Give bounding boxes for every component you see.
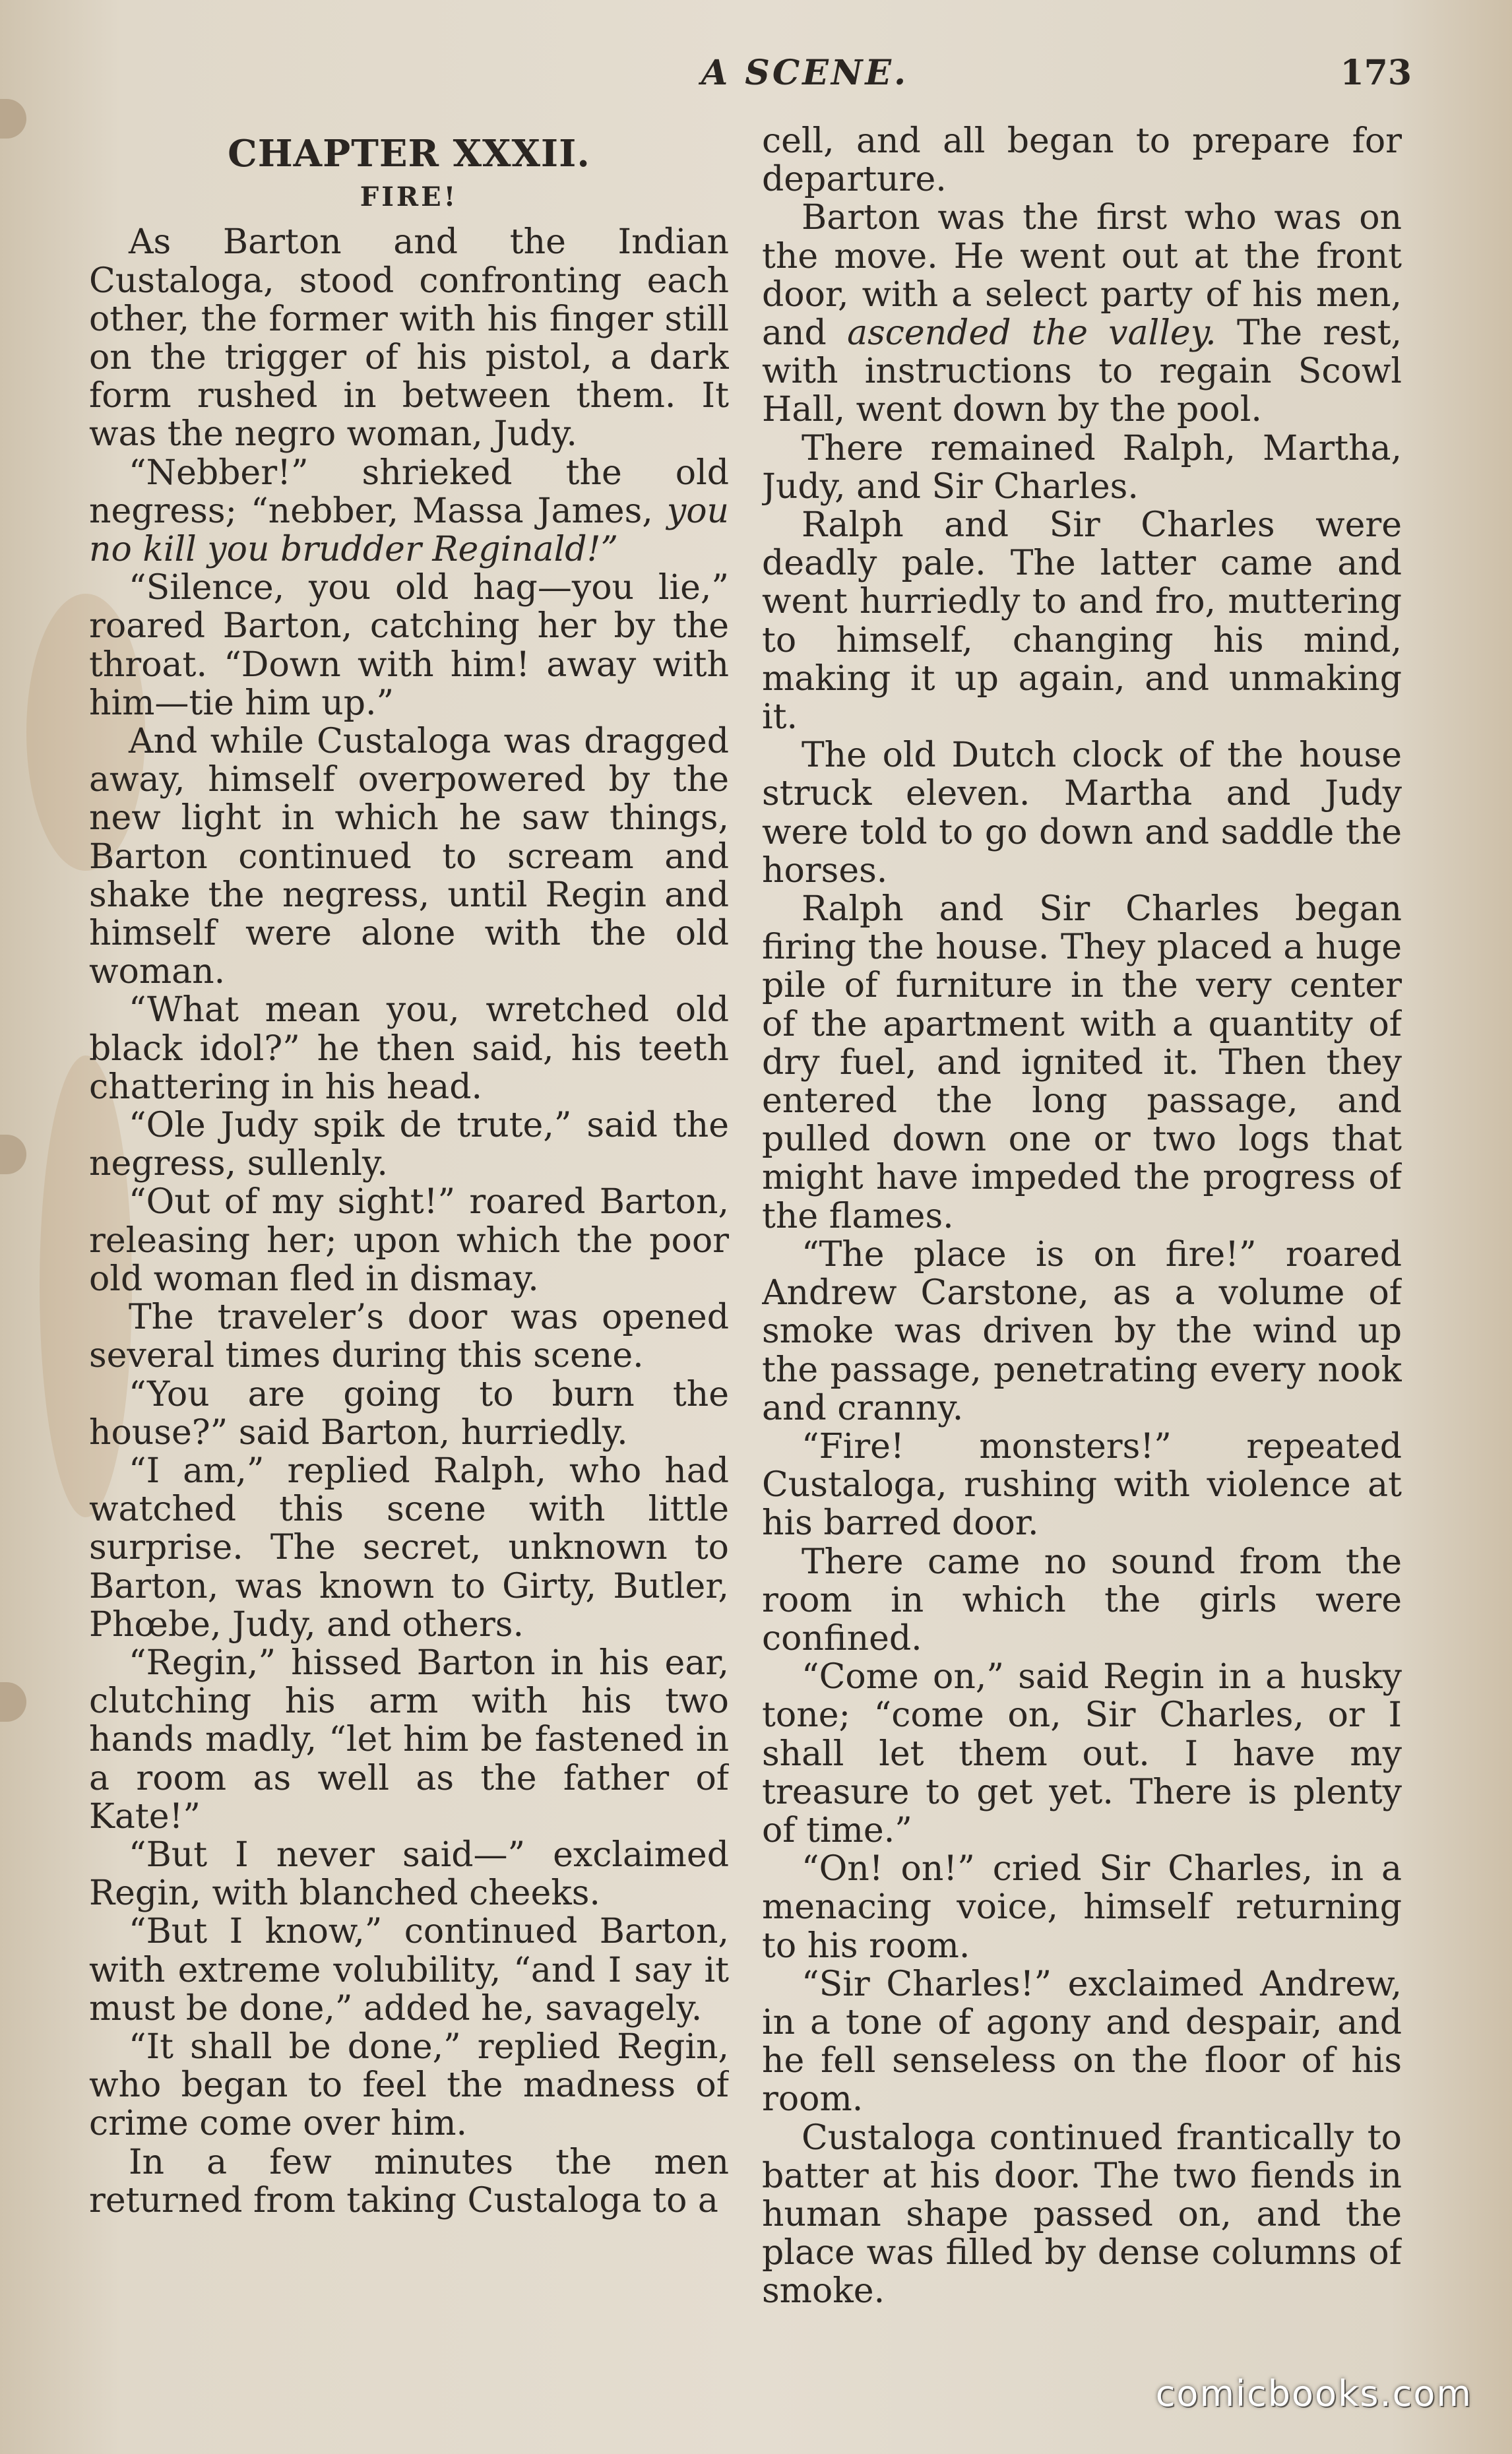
paragraph: Ralph and Sir Charles began firing the house. They placed a huge pile of furniture in the very center of the apartment with a quantity of dry fuel, and ignited it. Then they entered the long passage, and pulled down one or two logs that might have impeded the progress of the flames. [762,889,1402,1236]
paragraph: “It shall be done,” replied Regin, who began to feel the madness of crime come over him. [89,2027,729,2144]
page-hole [0,1682,26,1722]
paragraph: In a few minutes the men returned from taking Custaloga to a [89,2142,729,2220]
paragraph: “But I never said—” exclaimed Regin, with blanched cheeks. [89,1835,729,1914]
paragraph: The old Dutch clock of the house struck eleven. Martha and Judy were told to go down and saddle the horses. [762,736,1402,891]
paragraph: “Regin,” hissed Barton in his ear, clutching his arm with his two hands madly, “let him be fastened in a room as well as the father of Kate!” [89,1643,729,1837]
paragraph: “On! on!” cried Sir Charles, in a menacing voice, himself returning to his room. [762,1849,1402,1966]
running-title: A SCENE. [701,53,909,93]
paragraph: There came no sound from the room in which the girls were confined. [762,1542,1402,1658]
paragraph: The traveler’s door was opened several times during this scene. [89,1298,729,1376]
italic-text: you no kill you brudder Reginald!” [89,491,729,570]
paragraph: “Silence, you old hag—you lie,” roared Barton, catching her by the throat. “Down with him! away with him—tie him up.” [89,568,729,723]
paragraph: “I am,” replied Ralph, who had watched this scene with little surprise. The secret, unknown to Barton, was known to Girty, Butler, Phœbe, Judy, and others. [89,1451,729,1645]
paragraph: “What mean you, wretched old black idol?” he then said, his teeth chattering in his head. [89,990,729,1107]
paragraph: And while Custaloga was dragged away, himself overpowered by the new light in which he saw things, Barton continued to scream and shake the negress, until Regin and himself were alone with the old woman. [89,722,729,992]
paragraph-text: Barton was the first who was on the move. He went out at the front door, with a select party of his men, and [762,198,1402,354]
paragraph: “But I know,” continued Barton, with extreme volubility, “and I say it must be done,” added he, savagely. [89,1912,729,2029]
page-number: 173 [1340,53,1412,93]
page-hole [0,99,26,139]
paragraph: Ralph and Sir Charles were deadly pale. The latter came and went hurriedly to and fro, muttering to himself, changing his mind, making it up again, and unmaking it. [762,505,1402,738]
paragraph: There remained Ralph, Martha, Judy, and Sir Charles. [762,428,1402,507]
paragraph: “The place is on fire!” roared Andrew Carstone, as a volume of smoke was driven by the wind up the passage, penetrating every nook and cranny. [762,1234,1402,1428]
paragraph-text: “Nebber!” shrieked the old negress; “nebber, Massa James, [89,453,729,531]
running-header [92,53,1412,106]
paragraph: cell, and all began to prepare for departure. [762,122,1402,200]
right-column [762,122,1402,2352]
paragraph: “You are going to burn the house?” said Barton, hurriedly. [89,1374,729,1453]
paragraph-text: The rest, with instructions to regain Scowl Hall, went down by the pool. [762,313,1402,430]
page-hole [0,1135,26,1174]
paragraph: “Come on,” said Regin in a husky tone; “come on, Sir Charles, or I shall let them out. I have my treasure to get yet. There is plenty of time.” [762,1657,1402,1850]
paragraph: “Ole Judy spik de trute,” said the negress, sullenly. [89,1106,729,1184]
paragraph [762,199,1402,429]
paragraph: Custaloga continued frantically to batter at his door. The two fiends in human shape passed on, and the place was filled by dense columns of smoke. [762,2118,1402,2312]
paragraph: “Sir Charles!” exclaimed Andrew, in a tone of agony and despair, and he fell senseless on the floor of his room. [762,1964,1402,2120]
left-column [89,125,729,2355]
chapter-heading: CHAPTER XXXII. [228,132,590,175]
paragraph: “Fire! monsters!” repeated Custaloga, rushing with violence at his barred door. [762,1426,1402,1544]
chapter-subheading: FIRE! [360,181,458,213]
paragraph [89,454,729,569]
italic-text: ascended the valley. [847,313,1216,354]
paragraph: “Out of my sight!” roared Barton, releasing her; upon which the poor old woman fled in dismay. [89,1182,729,1299]
paragraph: As Barton and the Indian Custaloga, stood confronting each other, the former with his finger still on the trigger of his pistol, a dark form rushed in between them. It was the negro woman, Judy. [89,222,729,455]
watermark: comicbooks.com [1155,2373,1472,2414]
